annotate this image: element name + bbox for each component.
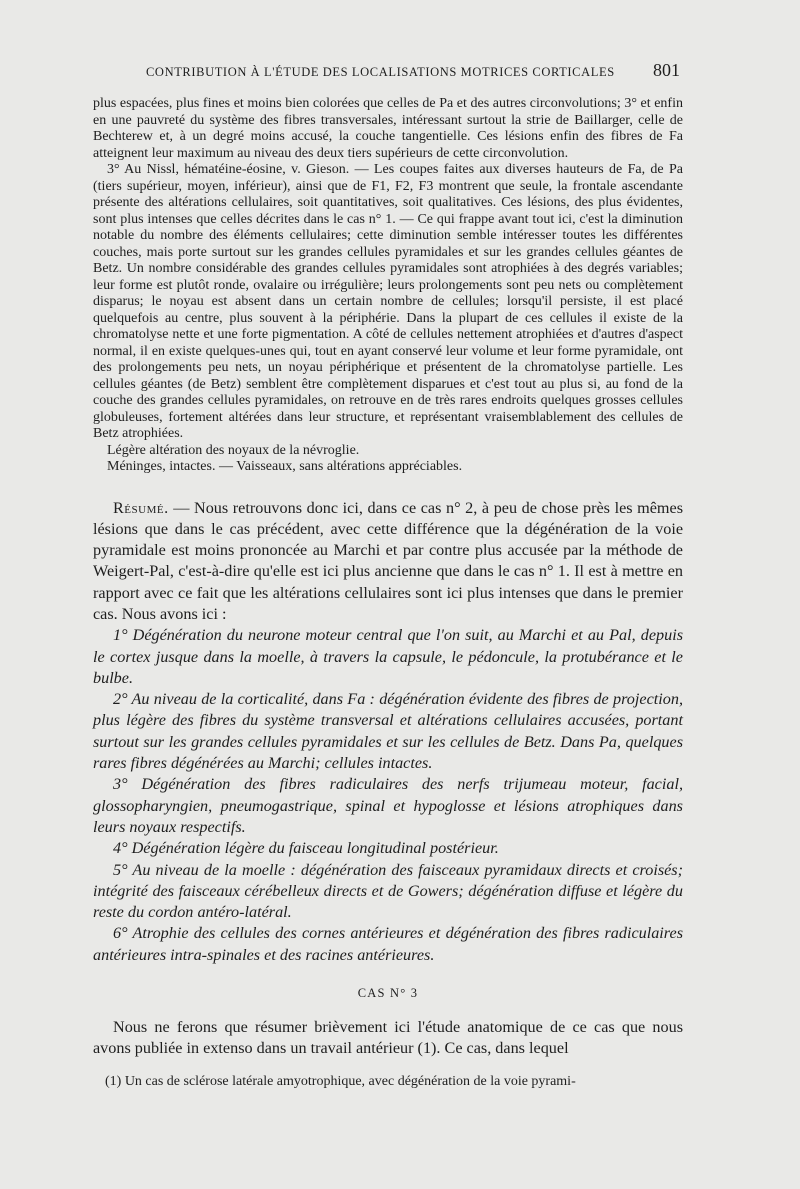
- page-number: 801: [653, 60, 680, 80]
- resume-paragraph: [93, 498, 683, 626]
- paragraph-meninges: Méninges, intactes. — Vaisseaux, sans altérations appréciables.: [107, 459, 463, 474]
- case-heading: CAS N° 3: [357, 986, 419, 1001]
- summary-item-2: 2° Au niveau de la corticalité, dans Fa : dégénération évidente des fibres de projection, plus légère des fibres du système transversal et altérations cellulaires accusées, portant surtout sur les grandes cellules pyramidales et sur les cellules de Betz. Dans Pa, quelques rares fibres dégénérées au Marchi; cellules intactes.: [93, 690, 683, 773]
- summary-item-5: 5° Au niveau de la moelle : dégénération des faisceaux pyramidaux directs et croisés; intégrité des faisceaux cérébelleux directs et de Gowers; dégénération diffuse et légère du reste du cordon antéro-latéral.: [93, 860, 683, 922]
- case-section: [93, 1017, 683, 1060]
- paragraph-fibres: plus espacées, plus fines et moins bien colorées que celles de Pa et des autres circonvolutions; 3° et enfin en une pauvreté du système des fibres transversales, intéressant surtout la strie de Baillarger, celle de Bechterew et, à un degré moins accusé, la couche tangentielle. Ces lésions enfin des fibres de Fa atteignent leur maximum au niveau des deux tiers supérieurs de cette circonvolution.: [93, 96, 683, 161]
- running-title: CONTRIBUTION À L'ÉTUDE DES LOCALISATIONS MOTRICES CORTICALES: [146, 65, 615, 79]
- summary-item-1: 1° Dégénération du neurone moteur central que l'on suit, au Marchi et au Pal, depuis le cortex jusque dans la moelle, à travers la capsule, le pédoncule, la protubérance et le bulbe.: [93, 626, 683, 687]
- paragraph-nevroglie: Légère altération des noyaux de la névroglie.: [107, 442, 360, 458]
- footnote: (1) Un cas de sclérose latérale amyotrophique, avec dégénération de la voie pyrami-: [105, 1073, 576, 1089]
- page-body: [93, 96, 683, 1090]
- resume-section: [93, 498, 683, 967]
- summary-item-6: 6° Atrophie des cellules des cornes antérieures et dégénération des fibres radiculaires antérieures intra-spinales et des racines antérieures.: [93, 924, 683, 964]
- resume-text: — Nous retrouvons donc ici, dans ce cas n° 2, à peu de chose près les mêmes lésions que dans le cas précédent, avec cette différence que la dégénération de la voie pyramidale est moins prononcée au Marchi et par contre plus accusée par la méthode de Weigert-Pal, c'est-à-dire qu'elle est ici plus ancienne que dans le cas n° 1. Il est à mettre en rapport avec ce fait que les altérations cellulaires sont ici plus intenses que dans le premier cas. Nous avons ici :: [93, 498, 683, 623]
- summary-item-4: 4° Dégénération légère du faisceau longitudinal postérieur.: [113, 839, 499, 858]
- closing-paragraph: Nous ne ferons que résumer brièvement ici l'étude anatomique de ce cas que nous avons publiée in extenso dans un travail antérieur (1). Ce cas, dans lequel: [93, 1018, 683, 1058]
- paragraph-nissl: 3° Au Nissl, hématéine-éosine, v. Gieson. — Les coupes faites aux diverses hauteurs de Fa, de Pa (tiers supérieur, moyen, inférieur), ainsi que de F1, F2, F3 montrent que seule, la frontale ascendante présente des altérations cellulaires, soit quantitatives, soit qualitatives. Ces lésions, des plus évidentes, sont plus intenses que celles décrites dans le cas n° 1. — Ce qui frappe avant tout ici, c'est la diminution notable du nombre des éléments cellulaires; cette diminution semble intéresser toutes les différentes couches, mais porte surtout sur les grandes cellules pyramidales et sur les grandes cellules géantes de Betz. Un nombre considérable des grandes cellules pyramidales sont atrophiées à des degrés variables; leur forme est plutôt ronde, ovalaire ou irrégulière; leurs prolongements sont peu nets ou complètement disparus; le noyau est absent dans un certain nombre de cellules; lorsqu'il persiste, il est placé quelquefois au centre, plus souvent à la périphérie. Dans la plupart de ces cellules il existe de la chromatolyse nette et une forte pigmentation. A côté de cellules nettement atrophiées et d'autres d'aspect normal, il en existe quelques-unes qui, tout en ayant conservé leur volume et leur forme pyramidale, ont des prolongements peu nets, un noyau périphérique et présentent de la chromatolyse partielle. Les cellules géantes (de Betz) semblent être complètement disparues et c'est tout au plus si, au fond de la couche des grandes cellules pyramidales, on retrouve en de très rares endroits quelques grosses cellules globuleuses, fortement altérées dans leur structure, et représentant vraisemblablement des cellules de Betz atrophiées.: [93, 162, 683, 441]
- running-header: [120, 60, 685, 84]
- resume-label: Résumé.: [113, 498, 169, 517]
- small-print-section: [93, 96, 683, 476]
- summary-item-3: 3° Dégénération des fibres radiculaires des nerfs trijumeau moteur, facial, glossopharyngien, pneumogastrique, spinal et hypoglosse et lésions atrophiques dans leurs noyaux respectifs.: [93, 775, 683, 836]
